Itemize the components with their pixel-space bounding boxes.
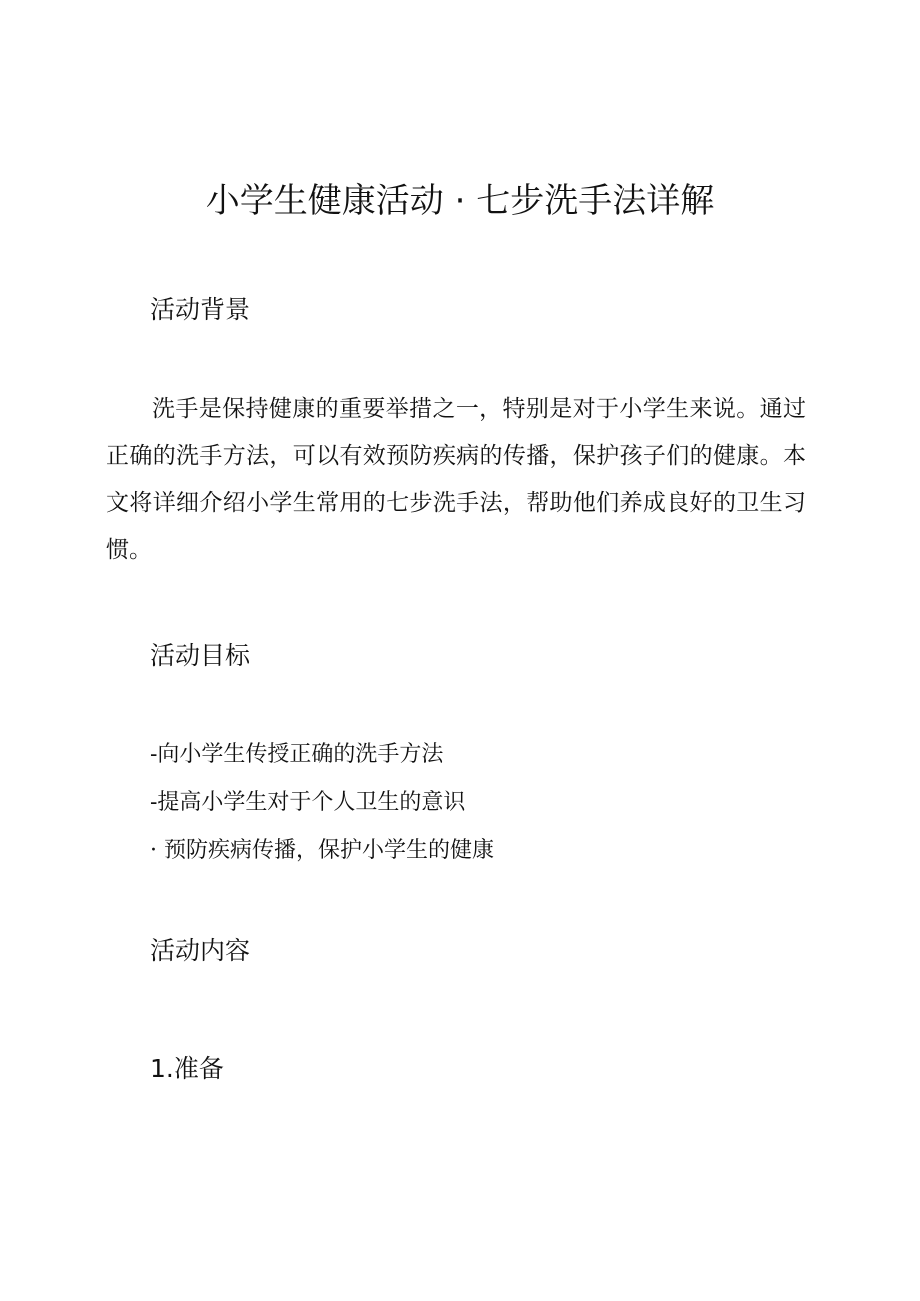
goals-list: [150, 731, 494, 875]
section-heading-content: 活动内容: [150, 936, 251, 965]
list-item: -向小学生传授正确的洗手方法: [150, 742, 444, 767]
list-item: · 预防疾病传播，保护小学生的健康: [150, 838, 494, 863]
document-title: 小学生健康活动 · 七步洗手法详解: [205, 181, 715, 221]
background-paragraph: 洗手是保持健康的重要举措之一，特别是对于小学生来说。通过正确的洗手方法，可以有效预防疾病的传播，保护孩子们的健康。本文将详细介绍小学生常用的七步洗手法，帮助他们养成良好的卫生习惯。: [106, 396, 806, 563]
list-item: -提高小学生对于个人卫生的意识: [150, 790, 466, 815]
section-heading-background: 活动背景: [150, 295, 251, 324]
step-heading-preparation: 1.准备: [150, 1054, 224, 1083]
section-heading-goals: 活动目标: [150, 641, 251, 670]
